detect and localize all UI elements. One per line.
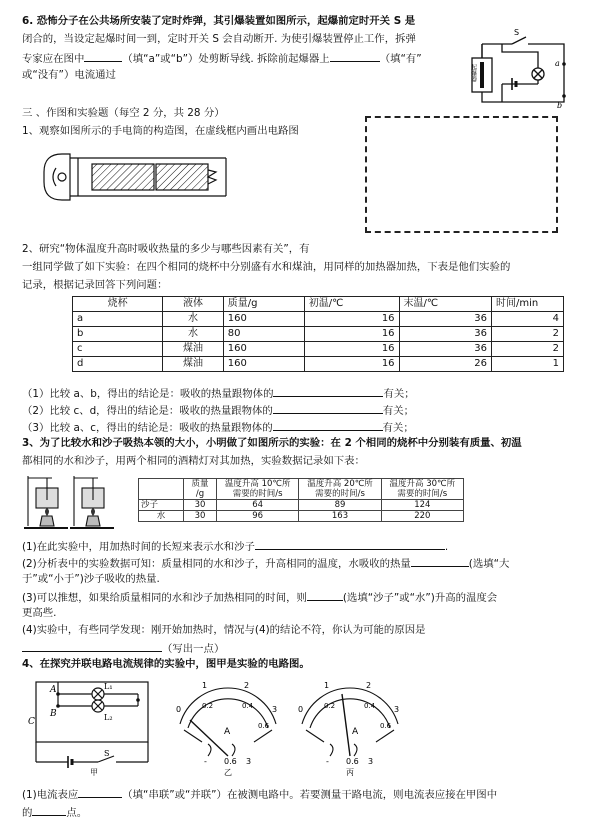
point-a-label: a <box>555 59 560 68</box>
table-cell: 煤油 <box>163 357 224 372</box>
q6-line3-part2: （填“a”或“b”）处剪断导线. 拆除前起爆器上 <box>122 53 330 65</box>
table-cell: 4 <box>492 312 564 327</box>
lamp-l1-label: L₁ <box>104 682 113 691</box>
ammeter-yi-scale-label: 0 <box>176 705 182 714</box>
table-cell: 160 <box>223 342 304 357</box>
table-cell: 2 <box>492 342 564 357</box>
q2-conclusion-2 <box>22 402 414 418</box>
table-cell: 水 <box>139 511 184 522</box>
header-line: 温度升高 20℃所 <box>307 479 373 489</box>
table-cell: 1 <box>492 357 564 372</box>
table-row <box>73 342 564 357</box>
q6-line1: 6. 恐怖分子在公共场所安装了定时炸弹，其引爆装置如图所示，起爆前定时开关 S 是 <box>22 15 416 27</box>
table-cell: b <box>73 327 163 342</box>
ammeter-bing-scale-label: 2 <box>366 681 372 690</box>
q2-c3-end: 有关； <box>382 422 414 434</box>
table-cell: 煤油 <box>163 342 224 357</box>
table-header-cell <box>139 479 184 500</box>
q4-blank-1[interactable] <box>78 786 122 798</box>
ammeter-bing-scale-label: 0.4 <box>364 702 376 710</box>
table-header-row <box>139 479 464 500</box>
table-cell: 沙子 <box>139 500 184 511</box>
table-header-cell <box>217 479 299 500</box>
switch-s-label: S <box>514 28 520 37</box>
q2-blank-1[interactable] <box>273 385 383 397</box>
ammeter-bing-figure <box>294 672 406 776</box>
q2-blank-3[interactable] <box>273 419 383 431</box>
q3-blank-1[interactable] <box>255 538 445 550</box>
figure-caption-yi: 乙 <box>224 768 232 776</box>
q4-part1-line2 <box>22 804 87 820</box>
q6-line3-part3: （填“有” <box>379 53 422 65</box>
flashlight-figure <box>40 150 232 204</box>
q4-p1-of: 的 <box>22 807 33 819</box>
table-cell: 水 <box>163 312 224 327</box>
q3-part2-line1 <box>22 555 509 571</box>
table-cell: 26 <box>399 357 491 372</box>
q6-line2: 闭合的，当设定起爆时间一到，定时开关 S 会自动断开. 为使引爆装置停止工作，拆弹 <box>22 33 416 45</box>
table-row <box>139 511 464 522</box>
table-row <box>73 327 564 342</box>
header-line: 温度升高 30℃所 <box>389 479 456 489</box>
table-cell: a <box>73 312 163 327</box>
table-row <box>73 357 564 372</box>
table-header-cell: 烧杯 <box>73 297 163 312</box>
q3-p3-text: (3)可以推想，如果给质量相同的水和沙子加热相同的时间，则 <box>22 592 307 604</box>
table-cell: 16 <box>304 342 399 357</box>
q4-blank-2[interactable] <box>32 804 66 816</box>
ammeter-bing-scale-label: 0 <box>298 705 304 714</box>
q3-part2-line2: 于”或“小于”)沙子吸收的热量. <box>22 573 160 585</box>
table-header-row <box>73 297 564 312</box>
q6-blank-2[interactable] <box>330 50 380 62</box>
table-cell: 80 <box>223 327 304 342</box>
table-cell: 16 <box>304 327 399 342</box>
table-header-cell: 时间/min <box>492 297 564 312</box>
table-cell: 160 <box>223 312 304 327</box>
header-line: 需要的时间/s <box>315 489 365 499</box>
ammeter-bing-scale-label: 3 <box>394 705 400 714</box>
terminal-0-6: 0.6 <box>224 757 237 766</box>
q2-line1: 2、研究“物体温度升高时吸收热量的多少与哪些因素有关”，有 <box>22 243 310 255</box>
table-cell: 16 <box>304 357 399 372</box>
node-a-label: A <box>50 685 57 695</box>
ammeter-bing-scale-label: 1 <box>324 681 330 690</box>
q3-blank-3[interactable] <box>307 589 343 601</box>
q6-line4: 或“没有”）电流通过 <box>22 69 116 81</box>
q4-p1-rest: （填“串联”或“并联”）在被测电路中。若要测量干路电流，则电流表应接在甲图中 <box>122 789 498 801</box>
q2-c2-text: （2）比较 c、d，得出的结论是：吸收的热量跟物体的 <box>22 405 273 417</box>
section3-heading: 三 、作图和实验题（每空 2 分，共 28 分） <box>22 107 225 119</box>
table-header-cell: 初温/℃ <box>304 297 399 312</box>
q3-p1-period: . <box>444 541 449 553</box>
ammeter-yi-scale-label: 3 <box>272 705 278 714</box>
q6-line3-part1: 专家应在图中 <box>22 53 85 65</box>
q2-line3: 记录，根据记录回答下列问题： <box>22 279 168 291</box>
q3-blank-4[interactable] <box>22 640 162 652</box>
q2-blank-2[interactable] <box>273 402 383 414</box>
q2-conclusion-1 <box>22 385 415 401</box>
ammeter-yi-symbol: A <box>224 727 231 737</box>
detonator-circuit-figure <box>462 22 574 110</box>
ammeter-bing-scale-label: 0.6 <box>380 722 392 730</box>
q3-p2-text: (2)分析表中的实验数据可知：质量相同的水和沙子，升高相同的温度，水吸收的热量 <box>22 558 411 570</box>
table-cell: 2 <box>492 327 564 342</box>
terminal-3: 3 <box>246 757 252 766</box>
node-b-label: B <box>50 709 57 719</box>
beakers-burners-figure <box>22 470 126 536</box>
q2-c2-end: 有关； <box>382 405 414 417</box>
table-header-cell: 质量/g <box>223 297 304 312</box>
switch-s-label: S <box>104 749 110 758</box>
table-header-cell <box>184 479 217 500</box>
table-header-cell: 液体 <box>163 297 224 312</box>
q2-c3-text: （3）比较 a、c，得出的结论是：吸收的热量跟物体的 <box>22 422 273 434</box>
ammeter-bing-scale-label: 0.2 <box>324 702 336 710</box>
figure-caption-bing: 丙 <box>346 768 354 776</box>
q4-part1-line1 <box>22 786 497 802</box>
q2-c1-text: （1）比较 a、b，得出的结论是：吸收的热量跟物体的 <box>22 388 274 400</box>
table-cell: 36 <box>399 342 491 357</box>
q4-text: 4、在探究并联电路电流规律的实验中，图甲是实验的电路图。 <box>22 658 310 670</box>
table-cell: 30 <box>184 500 217 511</box>
table-cell: d <box>73 357 163 372</box>
figure-caption-jia: 甲 <box>90 768 98 776</box>
sand-water-table <box>138 478 464 522</box>
detonator-label: 起爆器 <box>469 64 477 82</box>
q6-blank-1[interactable] <box>84 50 122 62</box>
point-b-label: b <box>557 101 563 110</box>
header-line: 温度升高 10℃所 <box>224 479 291 489</box>
q-flashlight: 1、观察如图所示的手电筒的构造图，在虚线框内画出电路图 <box>22 125 299 137</box>
ammeter-yi-figure <box>172 672 284 776</box>
q3-blank-2[interactable] <box>411 555 469 567</box>
q4-p1-point: 点。 <box>66 807 88 819</box>
table-header-cell: 末温/℃ <box>399 297 491 312</box>
q3-part3-line2: 更高些. <box>22 607 57 619</box>
q3-p4-hint: （写出一点） <box>162 643 225 655</box>
table-cell: 64 <box>217 500 299 511</box>
ammeter-yi-scale-label: 0.2 <box>202 702 214 710</box>
ammeter-bing-symbol: A <box>352 727 359 737</box>
q4-p1-text: (1)电流表应 <box>22 789 79 801</box>
table-cell: 30 <box>184 511 217 522</box>
ammeter-yi-scale-label: 2 <box>244 681 250 690</box>
table-cell: 160 <box>223 357 304 372</box>
table-row <box>73 312 564 327</box>
table-cell: 124 <box>381 500 463 511</box>
q2-c1-end: 有关； <box>383 388 415 400</box>
header-line: 需要的时间/s <box>397 489 448 499</box>
node-c-label: C <box>28 717 35 727</box>
header-line: 需要的时间/s <box>232 489 283 499</box>
q2-line2: 一组同学做了如下实验：在四个相同的烧杯中分别盛有水和煤油，用同样的加热器加热，下表是他们实验的 <box>22 261 511 273</box>
q3-p3-choice: (选填“沙子”或“水”)升高的温度会 <box>342 592 498 604</box>
lamp-l2-label: L₂ <box>104 713 113 722</box>
header-line: 质量 <box>191 479 209 489</box>
q3-line2: 都相同的水和沙子，用两个相同的酒精灯对其加热，实验数据记录如下表： <box>22 455 365 467</box>
table-cell: 163 <box>299 511 381 522</box>
table-header-cell <box>381 479 463 500</box>
ammeter-yi-scale-label: 0.6 <box>258 722 270 730</box>
header-line: /g <box>195 489 205 499</box>
terminal-3: 3 <box>368 757 374 766</box>
q6-line3 <box>22 50 422 66</box>
q3-part4-line1: (4)实验中，有些同学发现：刚开始加热时，情况与(4)的结论不符，你认为可能的原因是 <box>22 624 426 636</box>
terminal-0-6: 0.6 <box>346 757 359 766</box>
table-cell: 96 <box>217 511 299 522</box>
q3-part3-line1 <box>22 589 497 605</box>
table-row <box>139 500 464 511</box>
table-cell: 16 <box>304 312 399 327</box>
q3-part1 <box>22 538 448 554</box>
table-cell: 220 <box>381 511 463 522</box>
q2-conclusion-3 <box>22 419 414 435</box>
ammeter-yi-scale-label: 1 <box>202 681 208 690</box>
table-cell: c <box>73 342 163 357</box>
ammeter-yi-scale-label: 0.4 <box>242 702 254 710</box>
table-cell: 89 <box>299 500 381 511</box>
circuit-drawing-box[interactable] <box>365 116 558 233</box>
table-cell: 36 <box>399 312 491 327</box>
beaker-data-table <box>72 296 564 372</box>
table-cell: 水 <box>163 327 224 342</box>
table-header-cell <box>299 479 381 500</box>
terminal-minus: - <box>204 757 207 766</box>
parallel-circuit-figure <box>28 672 158 776</box>
terminal-minus: - <box>326 757 329 766</box>
table-cell: 36 <box>399 327 491 342</box>
q3-part4-line2 <box>22 640 224 656</box>
q3-number: 3、为了比较水和沙子吸热本领的大小，小明做了如图所示的实验：在 2 个相同的烧杯中分别装有质量、初温 <box>22 437 522 449</box>
q4-line1 <box>22 657 310 671</box>
q3-p2-choice: (选填“大 <box>468 558 510 570</box>
q3-line1 <box>22 436 522 450</box>
q3-p1-text: (1)在此实验中，用加热时间的长短来表示水和沙子 <box>22 541 255 553</box>
